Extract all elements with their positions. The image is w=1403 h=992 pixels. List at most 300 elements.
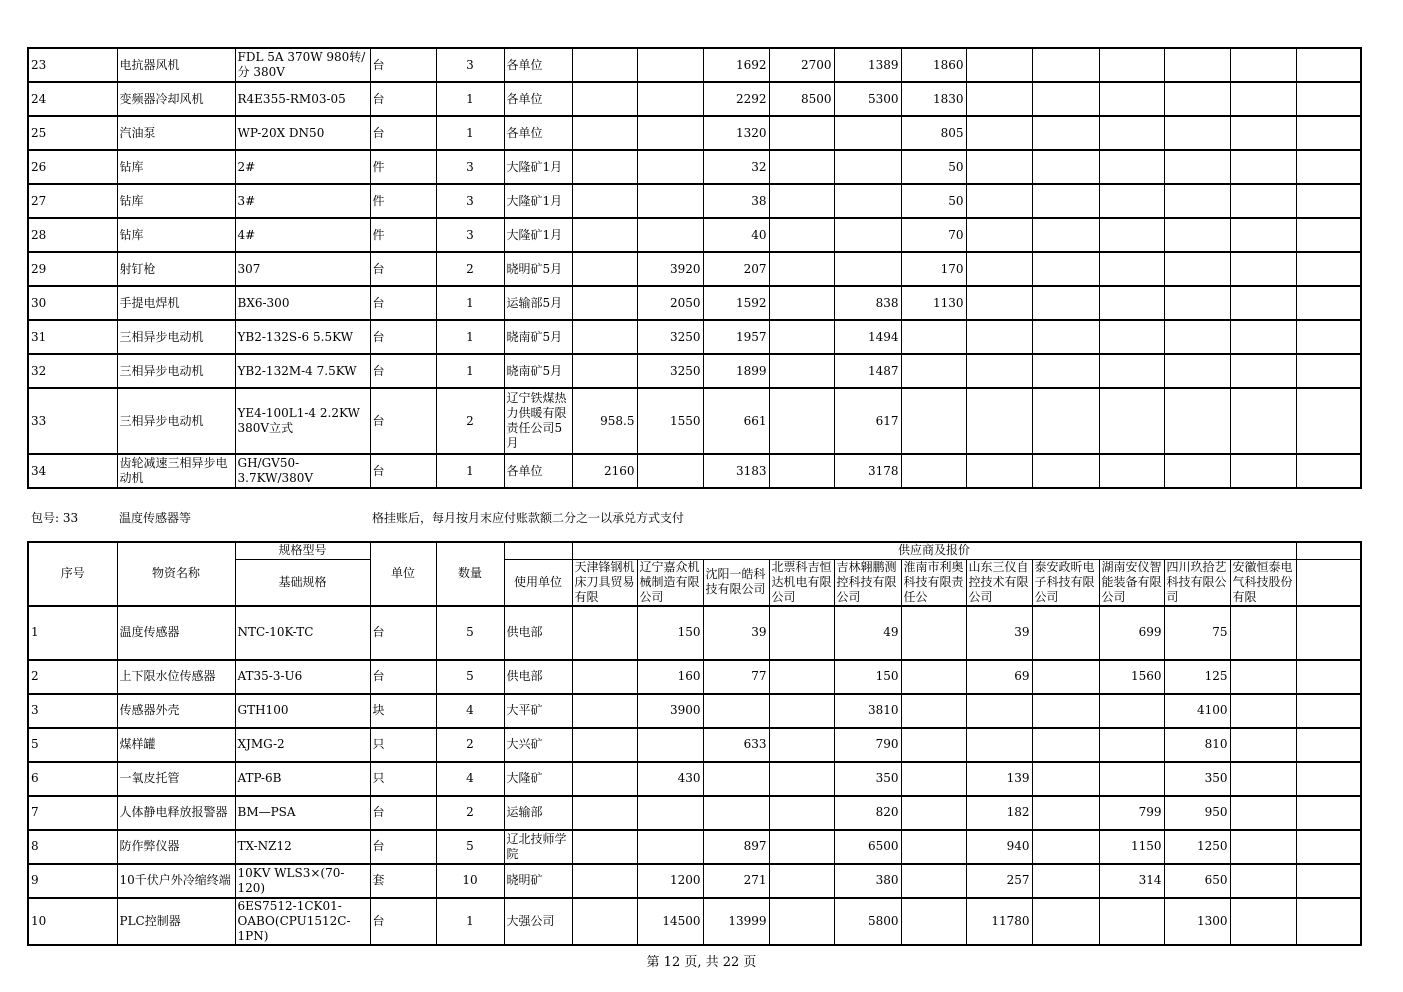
price-cell bbox=[1164, 252, 1230, 286]
spec: XJMG-2 bbox=[235, 728, 370, 762]
price-cell bbox=[1230, 252, 1296, 286]
price-cell: 950 bbox=[1164, 796, 1230, 830]
price-cell bbox=[1099, 82, 1164, 116]
price-cell: 350 bbox=[1164, 762, 1230, 796]
price-cell bbox=[572, 830, 637, 864]
price-cell: 1899 bbox=[703, 354, 769, 388]
header-unit: 单位 bbox=[370, 542, 436, 606]
quote-table-previous bbox=[27, 47, 1362, 489]
unit: 台 bbox=[370, 286, 436, 320]
price-cell: 207 bbox=[703, 252, 769, 286]
price-cell bbox=[1296, 728, 1361, 762]
quantity: 1 bbox=[436, 116, 504, 150]
price-cell: 1860 bbox=[901, 48, 966, 82]
price-cell bbox=[901, 796, 966, 830]
quantity: 1 bbox=[436, 286, 504, 320]
quantity: 2 bbox=[436, 728, 504, 762]
price-cell bbox=[572, 660, 637, 694]
price-cell: 160 bbox=[637, 660, 703, 694]
table-row bbox=[28, 116, 1361, 150]
price-cell: 838 bbox=[834, 286, 901, 320]
price-cell bbox=[572, 150, 637, 184]
price-cell bbox=[1032, 660, 1099, 694]
price-cell bbox=[966, 150, 1032, 184]
price-cell: 380 bbox=[834, 864, 901, 898]
table-row bbox=[28, 388, 1361, 454]
price-cell bbox=[1230, 796, 1296, 830]
header-no: 序号 bbox=[28, 542, 117, 606]
material-name: 一氧皮托管 bbox=[117, 762, 235, 796]
header-row-top bbox=[28, 542, 1361, 559]
price-cell bbox=[901, 354, 966, 388]
price-cell bbox=[769, 728, 834, 762]
price-cell bbox=[1032, 218, 1099, 252]
price-cell bbox=[1099, 354, 1164, 388]
price-cell: 271 bbox=[703, 864, 769, 898]
using-department: 辽宁铁煤热力供暖有限责任公司5月 bbox=[504, 388, 572, 454]
price-cell: 125 bbox=[1164, 660, 1230, 694]
unit: 台 bbox=[370, 116, 436, 150]
header-blank-end bbox=[1296, 542, 1361, 559]
price-cell bbox=[1296, 454, 1361, 488]
table-row bbox=[28, 48, 1361, 82]
price-cell bbox=[1296, 218, 1361, 252]
price-cell bbox=[1230, 728, 1296, 762]
using-department: 大隆矿1月 bbox=[504, 150, 572, 184]
material-name: 钻库 bbox=[117, 150, 235, 184]
table-row bbox=[28, 252, 1361, 286]
spec: 6ES7512-1CK01-OABO(CPU1512C-1PN) bbox=[235, 898, 370, 945]
using-department: 各单位 bbox=[504, 454, 572, 488]
quantity: 3 bbox=[436, 150, 504, 184]
price-cell bbox=[1164, 218, 1230, 252]
row-number: 29 bbox=[28, 252, 117, 286]
spec: 2# bbox=[235, 150, 370, 184]
price-cell bbox=[572, 286, 637, 320]
price-cell bbox=[1230, 184, 1296, 218]
price-cell: 2050 bbox=[637, 286, 703, 320]
spec: 307 bbox=[235, 252, 370, 286]
price-cell bbox=[1164, 184, 1230, 218]
price-cell bbox=[1032, 728, 1099, 762]
price-cell: 150 bbox=[637, 606, 703, 660]
price-cell bbox=[572, 796, 637, 830]
row-number: 6 bbox=[28, 762, 117, 796]
row-number: 31 bbox=[28, 320, 117, 354]
price-cell bbox=[901, 606, 966, 660]
quantity: 4 bbox=[436, 694, 504, 728]
price-cell bbox=[769, 660, 834, 694]
price-cell bbox=[572, 320, 637, 354]
price-cell bbox=[901, 660, 966, 694]
price-cell: 1487 bbox=[834, 354, 901, 388]
table-row bbox=[28, 660, 1361, 694]
price-cell bbox=[1164, 388, 1230, 454]
price-cell bbox=[1164, 354, 1230, 388]
quantity: 1 bbox=[436, 898, 504, 945]
price-cell bbox=[1230, 354, 1296, 388]
price-cell bbox=[1099, 320, 1164, 354]
price-cell bbox=[966, 388, 1032, 454]
price-cell bbox=[769, 830, 834, 864]
unit: 只 bbox=[370, 728, 436, 762]
quantity: 2 bbox=[436, 252, 504, 286]
price-cell bbox=[1296, 82, 1361, 116]
price-cell: 1250 bbox=[1164, 830, 1230, 864]
package-item: 温度传感器等 bbox=[119, 511, 192, 525]
price-cell: 1200 bbox=[637, 864, 703, 898]
price-cell bbox=[572, 354, 637, 388]
supplier-header: 山东三仪自控技术有限公司 bbox=[966, 559, 1032, 606]
material-name: 变频器冷却风机 bbox=[117, 82, 235, 116]
price-cell bbox=[1164, 150, 1230, 184]
material-name: PLC控制器 bbox=[117, 898, 235, 945]
table-row bbox=[28, 320, 1361, 354]
price-cell bbox=[901, 864, 966, 898]
supplier-header: 泰安政昕电子科技有限公司 bbox=[1032, 559, 1099, 606]
quantity: 5 bbox=[436, 660, 504, 694]
price-cell bbox=[572, 184, 637, 218]
price-cell bbox=[966, 116, 1032, 150]
table-row bbox=[28, 728, 1361, 762]
table-row bbox=[28, 82, 1361, 116]
price-cell: 3183 bbox=[703, 454, 769, 488]
price-cell: 1494 bbox=[834, 320, 901, 354]
spec: FDL 5A 370W 980转/分 380V bbox=[235, 48, 370, 82]
price-cell bbox=[637, 454, 703, 488]
price-cell bbox=[572, 694, 637, 728]
quantity: 5 bbox=[436, 606, 504, 660]
table-row bbox=[28, 454, 1361, 488]
price-cell bbox=[1296, 320, 1361, 354]
price-cell: 805 bbox=[901, 116, 966, 150]
price-cell bbox=[966, 218, 1032, 252]
price-cell: 820 bbox=[834, 796, 901, 830]
price-cell: 257 bbox=[966, 864, 1032, 898]
material-name: 温度传感器 bbox=[117, 606, 235, 660]
price-cell: 49 bbox=[834, 606, 901, 660]
price-cell bbox=[1099, 286, 1164, 320]
price-cell bbox=[1164, 82, 1230, 116]
price-cell bbox=[637, 218, 703, 252]
price-cell: 2160 bbox=[572, 454, 637, 488]
spec: R4E355-RM03-05 bbox=[235, 82, 370, 116]
price-cell bbox=[1296, 252, 1361, 286]
supplier-header: 安徽恒泰电气科技股份有限 bbox=[1230, 559, 1296, 606]
price-cell: 38 bbox=[703, 184, 769, 218]
price-cell: 1560 bbox=[1099, 660, 1164, 694]
price-cell: 810 bbox=[1164, 728, 1230, 762]
price-cell: 1550 bbox=[637, 388, 703, 454]
price-cell: 897 bbox=[703, 830, 769, 864]
price-cell: 661 bbox=[703, 388, 769, 454]
price-cell bbox=[901, 898, 966, 945]
using-department: 大隆矿 bbox=[504, 762, 572, 796]
price-cell bbox=[1032, 150, 1099, 184]
price-cell bbox=[1032, 320, 1099, 354]
spec: YB2-132M-4 7.5KW bbox=[235, 354, 370, 388]
quantity: 2 bbox=[436, 388, 504, 454]
price-cell bbox=[966, 320, 1032, 354]
price-cell bbox=[572, 218, 637, 252]
row-number: 7 bbox=[28, 796, 117, 830]
unit: 套 bbox=[370, 864, 436, 898]
using-department: 晓南矿5月 bbox=[504, 354, 572, 388]
price-cell bbox=[1296, 762, 1361, 796]
unit: 台 bbox=[370, 388, 436, 454]
payment-note: 格挂账后，每月按月末应付账款额二分之一以承兑方式支付 bbox=[372, 511, 685, 525]
quantity: 3 bbox=[436, 218, 504, 252]
price-cell: 799 bbox=[1099, 796, 1164, 830]
price-cell bbox=[1230, 762, 1296, 796]
price-cell: 39 bbox=[966, 606, 1032, 660]
price-cell bbox=[834, 150, 901, 184]
unit: 台 bbox=[370, 660, 436, 694]
price-cell bbox=[1164, 454, 1230, 488]
price-cell: 182 bbox=[966, 796, 1032, 830]
row-number: 9 bbox=[28, 864, 117, 898]
price-cell: 8500 bbox=[769, 82, 834, 116]
spec: GTH100 bbox=[235, 694, 370, 728]
price-cell: 3250 bbox=[637, 354, 703, 388]
quantity: 1 bbox=[436, 82, 504, 116]
price-cell bbox=[1230, 116, 1296, 150]
price-cell: 1692 bbox=[703, 48, 769, 82]
price-cell: 4100 bbox=[1164, 694, 1230, 728]
price-cell: 1830 bbox=[901, 82, 966, 116]
supplier-header: 天津锋钢机床刀具贸易有限 bbox=[572, 559, 637, 606]
using-department: 晓南矿5月 bbox=[504, 320, 572, 354]
row-number: 27 bbox=[28, 184, 117, 218]
price-cell bbox=[769, 388, 834, 454]
price-cell: 150 bbox=[834, 660, 901, 694]
spec: WP-20X DN50 bbox=[235, 116, 370, 150]
price-cell bbox=[1032, 762, 1099, 796]
price-cell: 77 bbox=[703, 660, 769, 694]
price-cell: 139 bbox=[966, 762, 1032, 796]
quantity: 10 bbox=[436, 864, 504, 898]
unit: 台 bbox=[370, 48, 436, 82]
unit: 件 bbox=[370, 184, 436, 218]
price-cell bbox=[637, 150, 703, 184]
material-name: 三相异步电动机 bbox=[117, 320, 235, 354]
price-cell: 940 bbox=[966, 830, 1032, 864]
spec: BX6-300 bbox=[235, 286, 370, 320]
price-cell: 32 bbox=[703, 150, 769, 184]
price-cell bbox=[637, 116, 703, 150]
supplier-header: 辽宁嘉众机械制造有限公司 bbox=[637, 559, 703, 606]
row-number: 34 bbox=[28, 454, 117, 488]
price-cell: 1300 bbox=[1164, 898, 1230, 945]
price-cell bbox=[769, 762, 834, 796]
price-cell: 314 bbox=[1099, 864, 1164, 898]
price-cell bbox=[1230, 898, 1296, 945]
quantity: 2 bbox=[436, 796, 504, 830]
price-cell: 70 bbox=[901, 218, 966, 252]
header-blank bbox=[504, 542, 572, 559]
price-cell: 170 bbox=[901, 252, 966, 286]
price-cell bbox=[1296, 660, 1361, 694]
price-cell bbox=[1230, 150, 1296, 184]
unit: 台 bbox=[370, 320, 436, 354]
price-cell: 650 bbox=[1164, 864, 1230, 898]
price-cell bbox=[1032, 252, 1099, 286]
unit: 台 bbox=[370, 796, 436, 830]
price-cell bbox=[834, 116, 901, 150]
spec: YE4-100L1-4 2.2KW 380V立式 bbox=[235, 388, 370, 454]
price-cell bbox=[966, 48, 1032, 82]
price-cell: 40 bbox=[703, 218, 769, 252]
unit: 台 bbox=[370, 252, 436, 286]
material-name: 电抗器风机 bbox=[117, 48, 235, 82]
price-cell bbox=[1032, 82, 1099, 116]
price-cell bbox=[769, 354, 834, 388]
price-cell bbox=[1230, 48, 1296, 82]
price-cell: 430 bbox=[637, 762, 703, 796]
row-number: 5 bbox=[28, 728, 117, 762]
price-cell bbox=[703, 796, 769, 830]
price-cell: 6500 bbox=[834, 830, 901, 864]
price-cell bbox=[1099, 218, 1164, 252]
package-number: 包号: 33 bbox=[31, 511, 79, 525]
price-cell: 3178 bbox=[834, 454, 901, 488]
row-number: 33 bbox=[28, 388, 117, 454]
price-cell bbox=[1032, 354, 1099, 388]
price-cell bbox=[769, 320, 834, 354]
table-row bbox=[28, 184, 1361, 218]
unit: 台 bbox=[370, 898, 436, 945]
price-cell: 69 bbox=[966, 660, 1032, 694]
price-cell bbox=[703, 762, 769, 796]
price-cell bbox=[1032, 454, 1099, 488]
price-cell bbox=[1032, 864, 1099, 898]
material-name: 钻库 bbox=[117, 184, 235, 218]
price-cell: 50 bbox=[901, 150, 966, 184]
using-department: 运输部5月 bbox=[504, 286, 572, 320]
price-cell: 790 bbox=[834, 728, 901, 762]
table-row bbox=[28, 830, 1361, 864]
price-cell: 1130 bbox=[901, 286, 966, 320]
table-row bbox=[28, 150, 1361, 184]
price-cell bbox=[572, 762, 637, 796]
price-cell: 39 bbox=[703, 606, 769, 660]
price-cell: 958.5 bbox=[572, 388, 637, 454]
price-cell bbox=[1099, 454, 1164, 488]
using-department: 大强公司 bbox=[504, 898, 572, 945]
material-name: 手提电焊机 bbox=[117, 286, 235, 320]
row-number: 28 bbox=[28, 218, 117, 252]
price-cell bbox=[637, 48, 703, 82]
price-cell: 699 bbox=[1099, 606, 1164, 660]
price-cell bbox=[901, 454, 966, 488]
quantity: 1 bbox=[436, 454, 504, 488]
price-cell bbox=[637, 184, 703, 218]
unit: 块 bbox=[370, 694, 436, 728]
row-number: 10 bbox=[28, 898, 117, 945]
material-name: 钻库 bbox=[117, 218, 235, 252]
price-cell bbox=[769, 454, 834, 488]
using-department: 供电部 bbox=[504, 606, 572, 660]
material-name: 三相异步电动机 bbox=[117, 388, 235, 454]
row-number: 23 bbox=[28, 48, 117, 82]
price-cell bbox=[1032, 48, 1099, 82]
price-cell: 1592 bbox=[703, 286, 769, 320]
price-cell bbox=[834, 218, 901, 252]
price-cell bbox=[1164, 286, 1230, 320]
quantity: 1 bbox=[436, 320, 504, 354]
price-cell bbox=[1296, 354, 1361, 388]
price-cell bbox=[1099, 48, 1164, 82]
price-cell bbox=[572, 82, 637, 116]
price-cell bbox=[1296, 694, 1361, 728]
supplier-header: 吉林翱鹏测控科技有限公司 bbox=[834, 559, 901, 606]
price-cell bbox=[901, 830, 966, 864]
material-name: 汽油泵 bbox=[117, 116, 235, 150]
price-cell bbox=[834, 252, 901, 286]
price-cell bbox=[572, 606, 637, 660]
row-number: 24 bbox=[28, 82, 117, 116]
price-cell bbox=[1099, 762, 1164, 796]
unit: 件 bbox=[370, 150, 436, 184]
supplier-header: 湖南安仪智能装备有限公司 bbox=[1099, 559, 1164, 606]
price-cell bbox=[572, 252, 637, 286]
price-cell: 3810 bbox=[834, 694, 901, 728]
price-cell: 350 bbox=[834, 762, 901, 796]
page-footer: 第 12 页, 共 22 页 bbox=[646, 955, 757, 970]
unit: 台 bbox=[370, 606, 436, 660]
price-cell: 3920 bbox=[637, 252, 703, 286]
price-cell bbox=[1032, 830, 1099, 864]
price-cell bbox=[1230, 286, 1296, 320]
price-cell bbox=[966, 286, 1032, 320]
price-cell bbox=[1230, 694, 1296, 728]
price-cell: 3250 bbox=[637, 320, 703, 354]
price-cell bbox=[769, 252, 834, 286]
quote-table-package-33 bbox=[27, 541, 1362, 946]
price-cell bbox=[572, 728, 637, 762]
using-department: 大平矿 bbox=[504, 694, 572, 728]
price-cell bbox=[1099, 694, 1164, 728]
price-cell bbox=[901, 728, 966, 762]
price-cell: 5800 bbox=[834, 898, 901, 945]
price-cell bbox=[703, 694, 769, 728]
price-cell bbox=[1296, 184, 1361, 218]
price-cell bbox=[1099, 150, 1164, 184]
quantity: 3 bbox=[436, 184, 504, 218]
using-department: 大隆矿1月 bbox=[504, 218, 572, 252]
supplier-header: 沈阳一皓科技有限公司 bbox=[703, 559, 769, 606]
price-cell bbox=[1099, 116, 1164, 150]
price-cell bbox=[1099, 898, 1164, 945]
spec: NTC-10K-TC bbox=[235, 606, 370, 660]
price-cell bbox=[1032, 694, 1099, 728]
quantity: 3 bbox=[436, 48, 504, 82]
material-name: 防作弊仪器 bbox=[117, 830, 235, 864]
unit: 件 bbox=[370, 218, 436, 252]
price-cell bbox=[1296, 606, 1361, 660]
price-cell bbox=[966, 354, 1032, 388]
price-cell bbox=[966, 184, 1032, 218]
material-name: 10千伏户外冷缩终端 bbox=[117, 864, 235, 898]
spec: YB2-132S-6 5.5KW bbox=[235, 320, 370, 354]
material-name: 上下限水位传感器 bbox=[117, 660, 235, 694]
price-cell bbox=[637, 728, 703, 762]
supplier-header: 北票科吉恒达机电有限公司 bbox=[769, 559, 834, 606]
price-cell bbox=[572, 864, 637, 898]
price-cell bbox=[901, 388, 966, 454]
quantity: 1 bbox=[436, 354, 504, 388]
price-cell: 13999 bbox=[703, 898, 769, 945]
